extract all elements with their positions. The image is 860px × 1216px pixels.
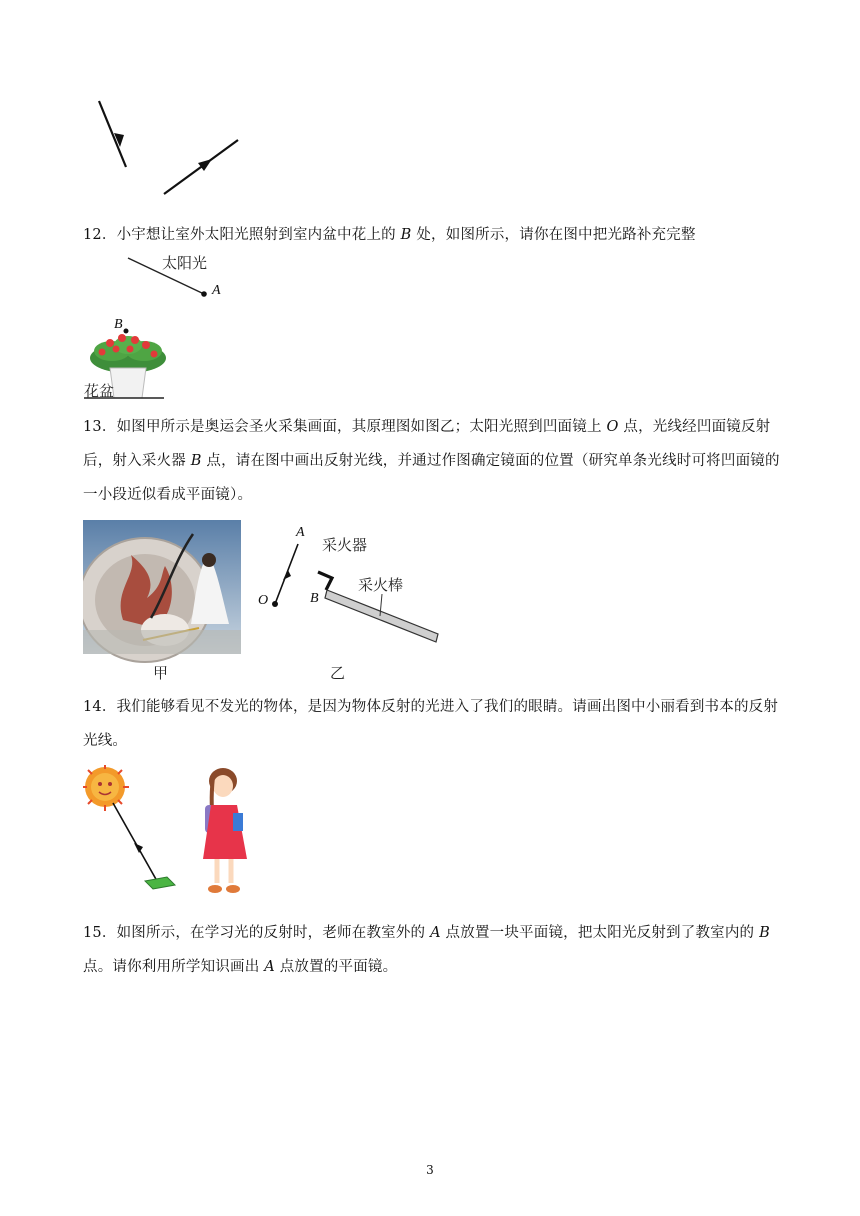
arrow-head-icon — [134, 843, 143, 853]
girl-icon — [203, 768, 247, 893]
q14-sun-book-figure — [83, 765, 253, 900]
q13-principle-figure — [250, 518, 445, 685]
point-b-label: B — [310, 591, 319, 606]
point-o-label: O — [258, 593, 269, 608]
pot-icon — [110, 368, 146, 398]
point-b-label: B — [114, 317, 123, 332]
q12-flowerpot-figure — [80, 248, 240, 408]
arrow-head-icon — [198, 159, 212, 171]
sun-icon — [83, 765, 129, 811]
collector-label: 采火器 — [322, 536, 368, 554]
flower-icon — [90, 334, 166, 373]
page-number: 3 — [426, 1163, 434, 1177]
question-12: 12．小宇想让室外太阳光照射到室内盆中花上的 B 处，如图所示，请你在图中把光路补充完整 — [83, 227, 696, 243]
rod-label: 采火棒 — [358, 576, 404, 594]
question-number: 14． — [83, 699, 117, 715]
caption-yi: 乙 — [330, 664, 346, 682]
question-15: 15．如图所示，在学习光的反射时，老师在教室外的 A 点放置一块平面镜，把太阳光反射到了教室内的 B 点。请你利用所学知识画出 A 点放置的平面镜。 — [83, 925, 770, 975]
question-number: 15． — [83, 925, 117, 941]
question-number: 13． — [83, 419, 117, 435]
book-icon — [145, 877, 175, 889]
question-13: 13．如图甲所示是奥运会圣火采集画面，其原理图如图乙；太阳光照到凹面镜上 O 点，光线经凹面镜反射后，射入采火器 B 点，请在图中画出反射光线，并通过作图确定镜面的位置（研究单条光线时可将凹面镜的一小段近似看成平面镜）。 — [83, 419, 780, 503]
point-a-label: A — [212, 283, 221, 298]
point-a-label: A — [296, 525, 305, 540]
caption-jia: 甲 — [153, 664, 169, 682]
question-14: 14．我们能够看见不发光的物体，是因为物体反射的光进入了我们的眼睛。请画出图中小丽看到书本的反射光线。 — [83, 699, 779, 749]
q11-ray-figure — [90, 95, 250, 200]
question-number: 12． — [83, 227, 117, 243]
pot-label: 花盆 — [84, 382, 115, 400]
q13-photo-figure — [83, 520, 243, 685]
sunlight-label: 太阳光 — [162, 254, 208, 272]
